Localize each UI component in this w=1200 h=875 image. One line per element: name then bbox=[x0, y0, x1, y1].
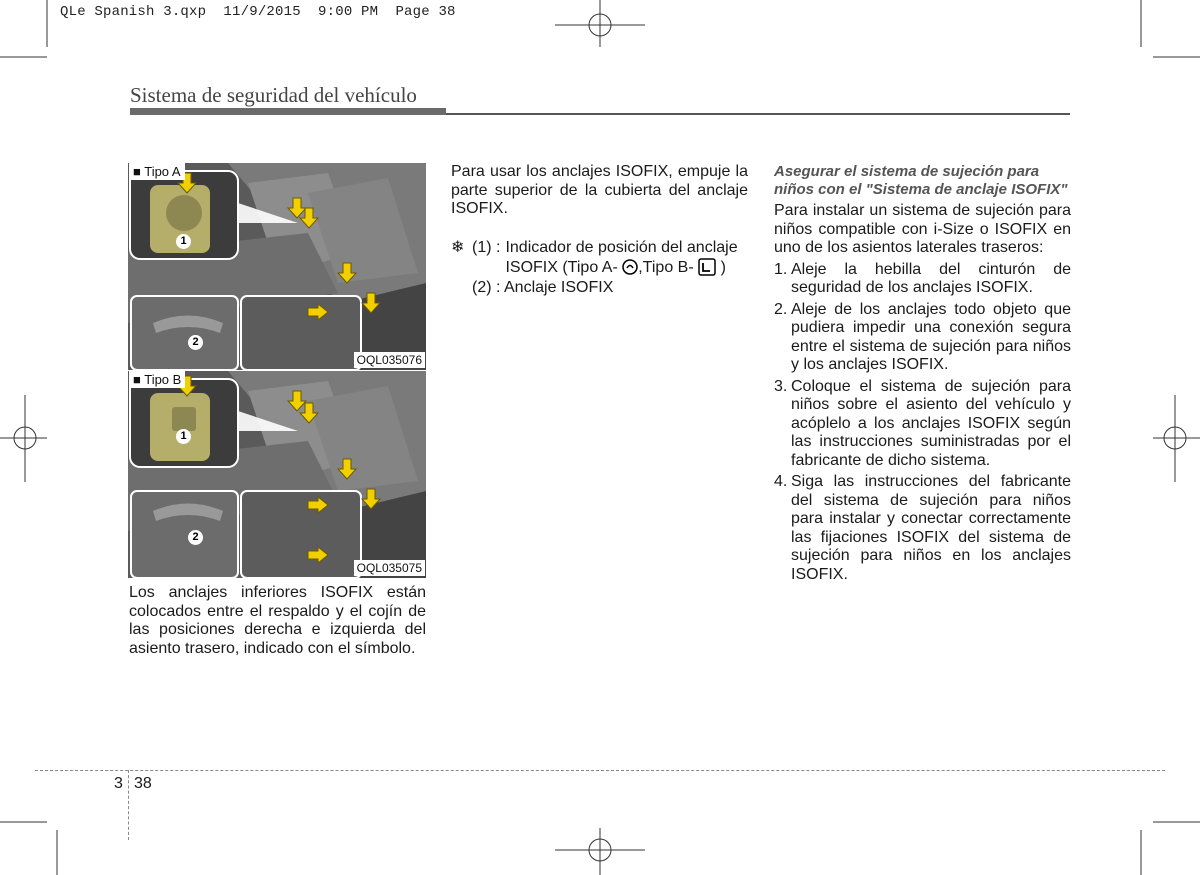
footer-divider bbox=[128, 770, 129, 840]
callout-1-a: 1 bbox=[176, 234, 191, 249]
steps-list bbox=[774, 261, 1071, 585]
isofix-square-icon bbox=[698, 258, 716, 276]
seat-illustration-a bbox=[128, 163, 426, 370]
title-rule-thin bbox=[446, 113, 1070, 115]
chapter-title: Sistema de seguridad del vehículo bbox=[130, 83, 417, 107]
figure-a-label-text: Tipo A bbox=[144, 164, 181, 179]
right-column bbox=[774, 163, 1071, 584]
figure-b-label-text: Tipo B bbox=[144, 372, 182, 387]
note-1-prefix: (1) : bbox=[472, 239, 501, 256]
list-item bbox=[774, 261, 1071, 298]
step-text: Aleje la hebilla del cinturón de seguridad de los anclajes ISOFIX. bbox=[791, 260, 1071, 296]
list-item bbox=[774, 301, 1071, 375]
figure-tipo-b bbox=[128, 371, 426, 578]
registration-mark-bottom bbox=[555, 828, 645, 875]
note-2: (2) : Anclaje ISOFIX bbox=[472, 279, 614, 296]
middle-intro: Para usar los anclajes ISOFIX, empuje la parte superior de la cubierta del anclaje ISOFIX. bbox=[451, 163, 748, 217]
note-1-body bbox=[505, 239, 751, 277]
registration-mark-right bbox=[1153, 395, 1200, 482]
left-caption: Los anclajes inferiores ISOFIX están colocados entre el respaldo y el cojín de las posiciones derecha e izquierda del asiento trasero, indicado con el símbolo. bbox=[129, 584, 426, 657]
registration-mark-top bbox=[555, 0, 645, 47]
footer-rule bbox=[35, 770, 1165, 771]
note-1 bbox=[451, 239, 751, 277]
callout-2-a: 2 bbox=[188, 335, 203, 350]
step-text: Coloque el sistema de sujeción para niños sobre el asiento del vehículo y acóplelo a los anclajes ISOFIX según las instrucciones suministradas por el fabricante de dicho sistema. bbox=[791, 377, 1071, 469]
note-1-close: ) bbox=[720, 258, 726, 276]
figure-b-code: OQL035075 bbox=[354, 560, 425, 576]
step-number: 2. bbox=[774, 300, 788, 318]
figure-b-label: ■ Tipo B bbox=[129, 371, 185, 388]
note-block bbox=[451, 239, 751, 298]
figure-a-label: ■ Tipo A bbox=[129, 163, 185, 180]
print-slug: QLe Spanish 3.qxp 11/9/2015 9:00 PM Page 38 bbox=[60, 4, 456, 20]
figure-a-code: OQL035076 bbox=[354, 352, 425, 368]
note-1-tipo-b: ,Tipo B- bbox=[638, 258, 694, 276]
callout-2-b: 2 bbox=[188, 530, 203, 545]
chapter-number: 3 bbox=[114, 775, 123, 792]
note-1-line1: Indicador de posición del anclaje bbox=[505, 239, 738, 256]
step-number: 4. bbox=[774, 473, 788, 490]
step-text: Aleje de los anclajes todo objeto que pudiera impedir una conexión segura entre el sistema de sujeción para niños y los anclajes ISOFIX. bbox=[791, 300, 1071, 373]
list-item bbox=[774, 378, 1071, 471]
note-1-line2 bbox=[505, 258, 751, 278]
note-1-tipo-a: ISOFIX (Tipo A- bbox=[505, 258, 618, 276]
step-number: 1. bbox=[774, 260, 788, 278]
step-number: 3. bbox=[774, 377, 788, 395]
isofix-round-icon bbox=[622, 259, 638, 275]
list-item bbox=[774, 473, 1071, 584]
right-intro: Para instalar un sistema de sujeción para niños compatible con i-Size o ISOFIX en uno de los asientos laterales traseros: bbox=[774, 202, 1071, 256]
registration-mark-left bbox=[0, 395, 47, 482]
section-heading: Asegurar el sistema de sujeción para niños con el "Sistema de anclaje ISOFIX" bbox=[774, 163, 1068, 198]
step-text: Siga las instrucciones del fabricante del sistema de sujeción para niños para instalar y conectar correctamente las fijaciones ISOFIX del sistema de sujeción para niños en los anclajes ISOFIX. bbox=[791, 473, 1071, 583]
title-rule-thick bbox=[130, 108, 446, 115]
note-symbol: ❄ bbox=[451, 239, 465, 256]
figure-tipo-a bbox=[128, 163, 426, 370]
callout-1-b: 1 bbox=[176, 429, 191, 444]
seat-illustration-b bbox=[128, 371, 426, 578]
page-number: 38 bbox=[134, 775, 152, 792]
